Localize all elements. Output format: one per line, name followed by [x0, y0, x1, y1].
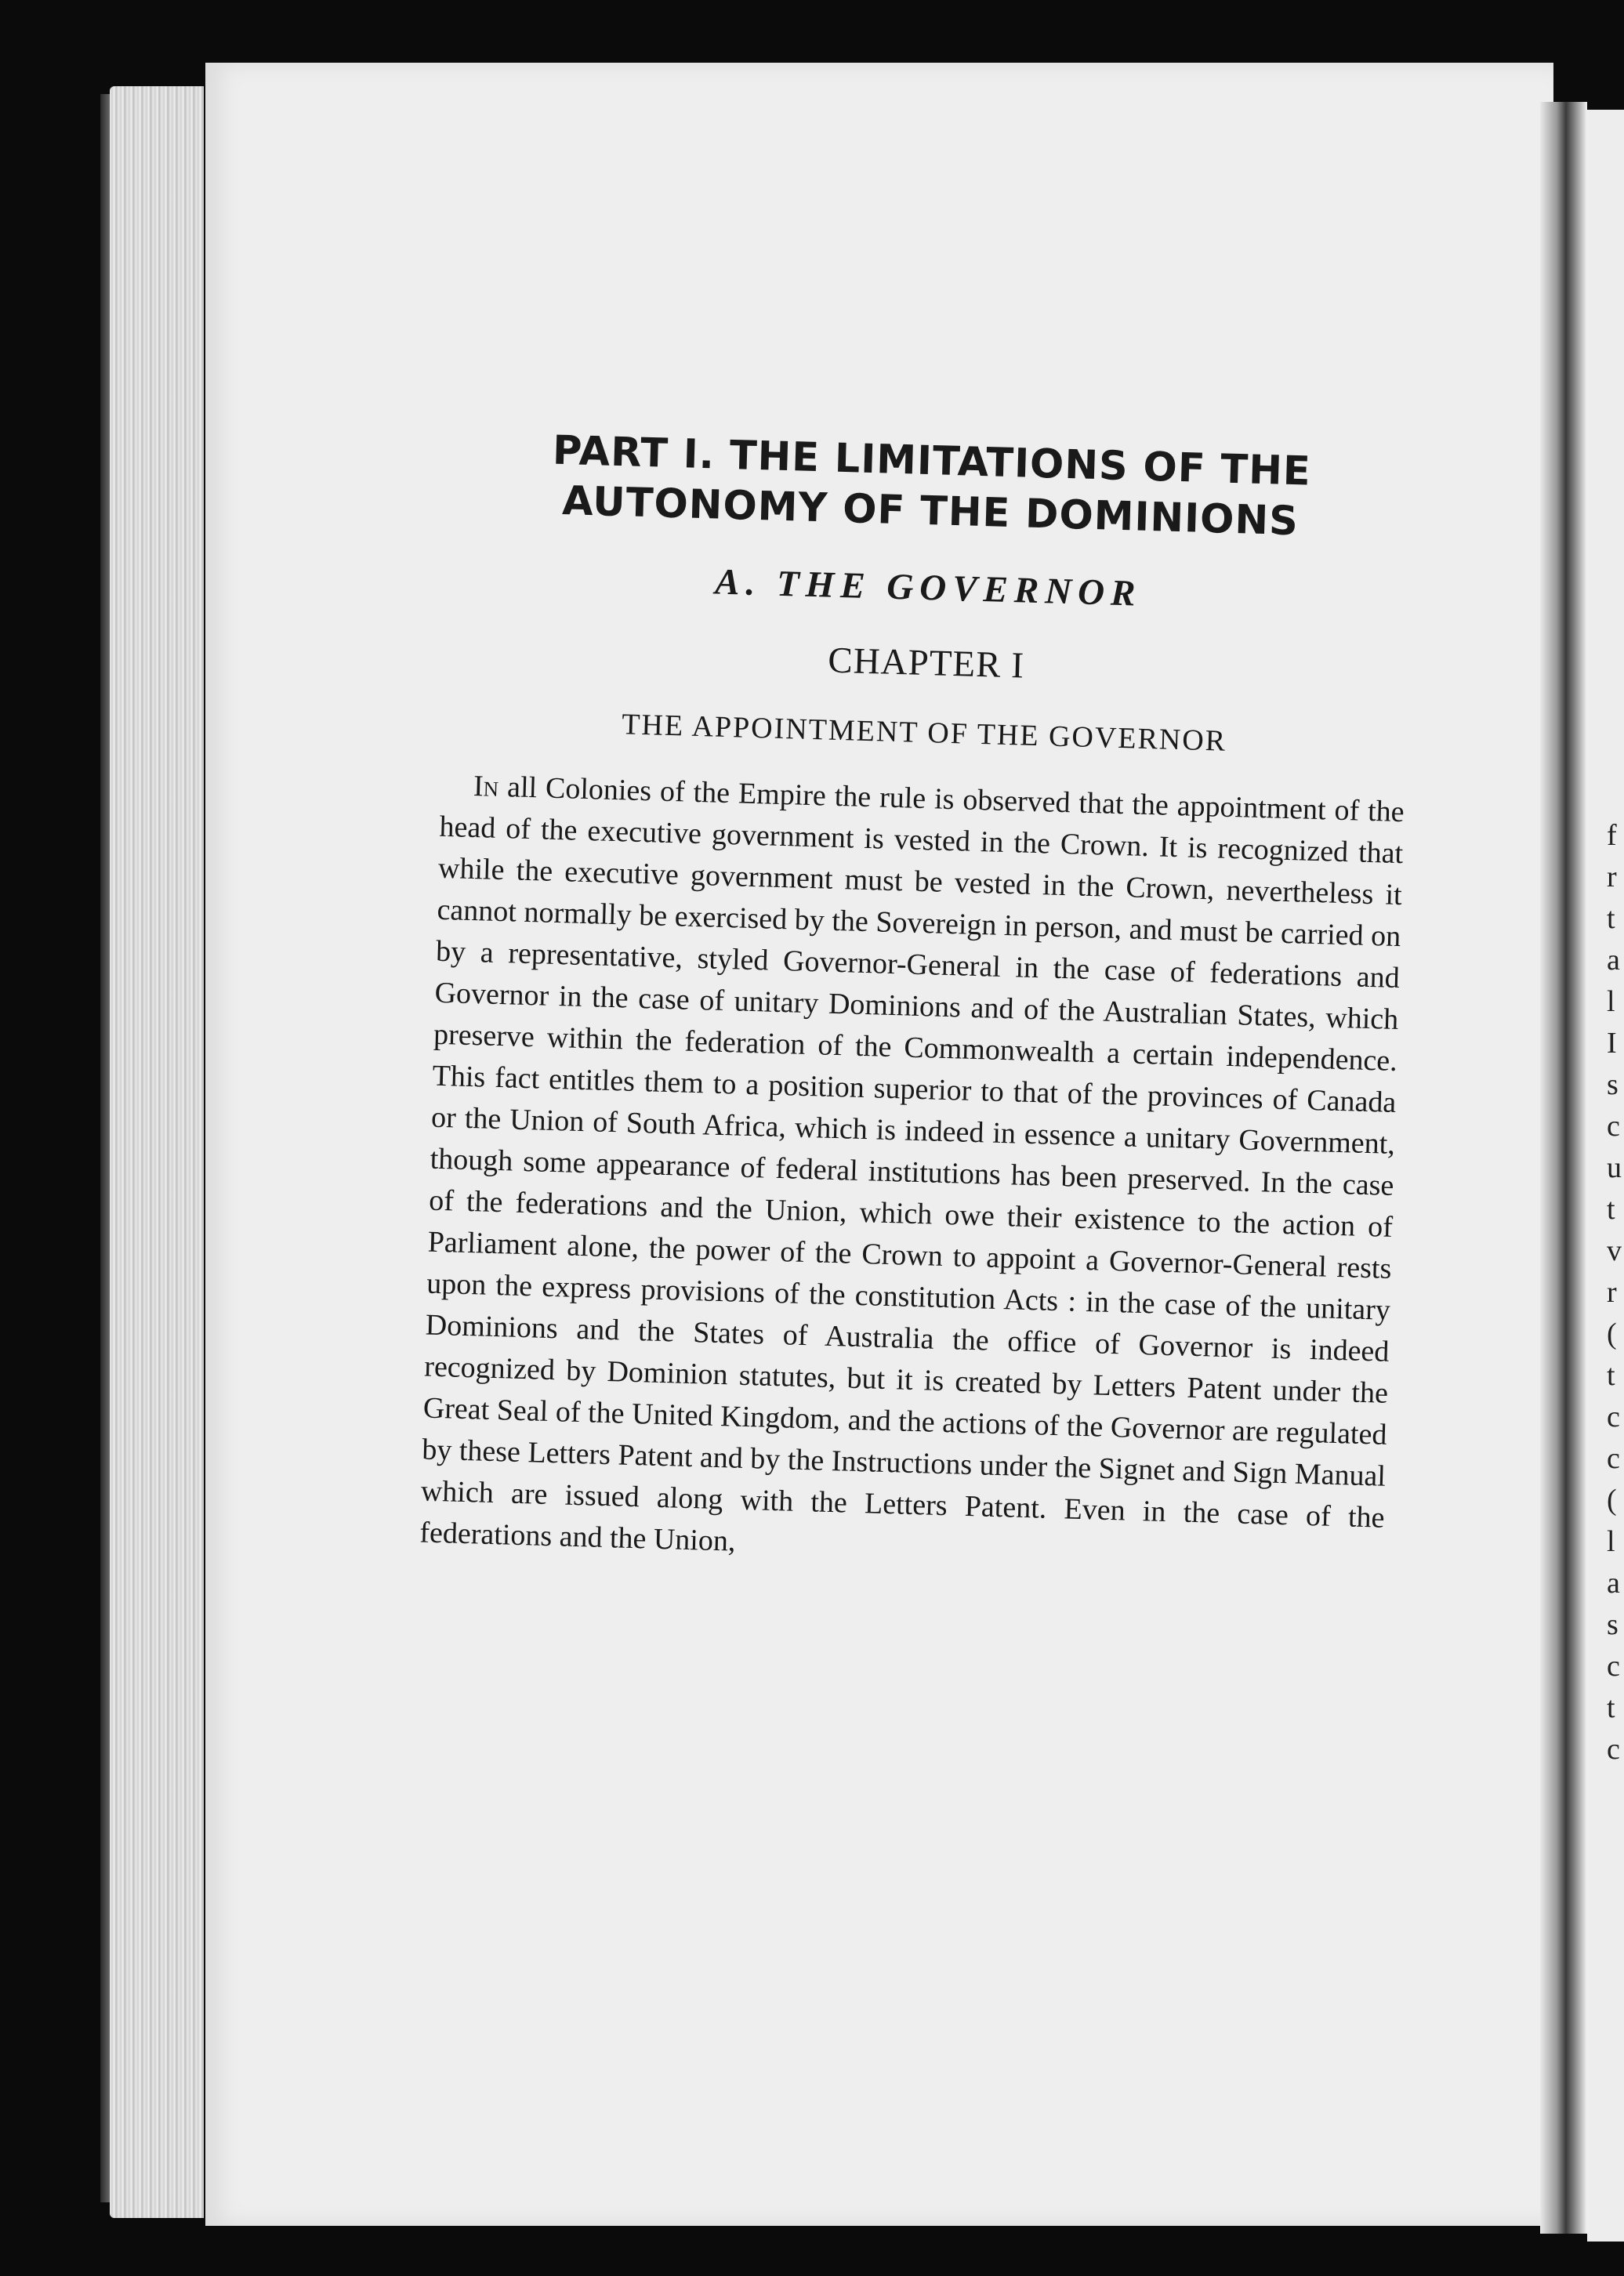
- facing-page-letter: (: [1607, 1317, 1617, 1350]
- facing-page-letter: c: [1607, 1442, 1620, 1475]
- facing-page-letter: s: [1607, 1068, 1619, 1101]
- chapter-title: THE APPOINTMENT OF THE GOVERNOR: [621, 708, 1227, 758]
- facing-page-letter: (: [1607, 1484, 1617, 1517]
- facing-page-letter: u: [1607, 1151, 1622, 1184]
- facing-page-letter: a: [1607, 1567, 1620, 1600]
- facing-page-letter: v: [1607, 1234, 1622, 1267]
- facing-page-letter: a: [1607, 944, 1620, 977]
- chapter-heading: CHAPTER I: [827, 640, 1025, 687]
- facing-page-letter: I: [1607, 1027, 1617, 1060]
- facing-page-letter: l: [1607, 985, 1615, 1018]
- part-title: PART I. THE LIMITATIONS OF THE AUTONOMY OF THE DOMINIONS: [552, 427, 1312, 545]
- facing-page-letter: s: [1607, 1608, 1619, 1641]
- section-title: A. THE GOVERNOR: [714, 561, 1143, 614]
- facing-page-letter: c: [1607, 1110, 1620, 1143]
- facing-page-letter: t: [1607, 1193, 1615, 1226]
- facing-page-letter: l: [1607, 1525, 1615, 1558]
- facing-page-letter: c: [1607, 1650, 1620, 1683]
- paragraph-lead-word: In: [473, 770, 499, 803]
- page-stack-edges: [110, 86, 204, 2218]
- facing-page-letter: c: [1607, 1733, 1620, 1766]
- book-gutter: [1540, 102, 1587, 2234]
- facing-page-letter: t: [1607, 902, 1615, 935]
- page-content: [419, 423, 1415, 1581]
- facing-page-margin-text: [1607, 815, 1624, 1770]
- facing-page-letter: c: [1607, 1401, 1620, 1433]
- facing-page-letter: r: [1607, 861, 1617, 893]
- facing-page-letter: f: [1607, 819, 1617, 852]
- paragraph-text: all Colonies of the Empire the rule is observed that the appointment of the head of the executive government is vested in the Crown. It is recognized that while the executive government must be vested in the Crown, nevertheless it cannot normally be exercised by the Sovereign in person, and must be carried on by a representative, styled Governor-General in the case of federations and Governor in the case of unitary Dominions and of the Australian States, which preserve within the federation of the Commonwealth a certain independence. This fact entitles them to a position superior to that of the provinces of Canada or the Union of South Africa, which is indeed in essence a unitary Government, though some appearance of federal institutions has been preserved. In the case of the federations and the Union, which owe their existence to the action of Parliament alone, the power of the Crown to appoint a Governor-General rests upon the express provisions of the constitution Acts : in the case of the unitary Dominions and the States of Australia the office of Governor is indeed recognized by Dominion statutes, but it is created by Letters Patent under the Great Seal of the United Kingdom, and the actions of the Governor are regulated by these Letters Patent and by the Instructions under the Signet and Sign Manual which are issued along with the Letters Patent. Even in the case of the federations and the Union,: [419, 770, 1405, 1558]
- facing-page-letter: t: [1607, 1359, 1615, 1392]
- body-paragraph: [419, 765, 1405, 1581]
- facing-page-letter: t: [1607, 1691, 1615, 1724]
- facing-page-letter: r: [1607, 1276, 1617, 1309]
